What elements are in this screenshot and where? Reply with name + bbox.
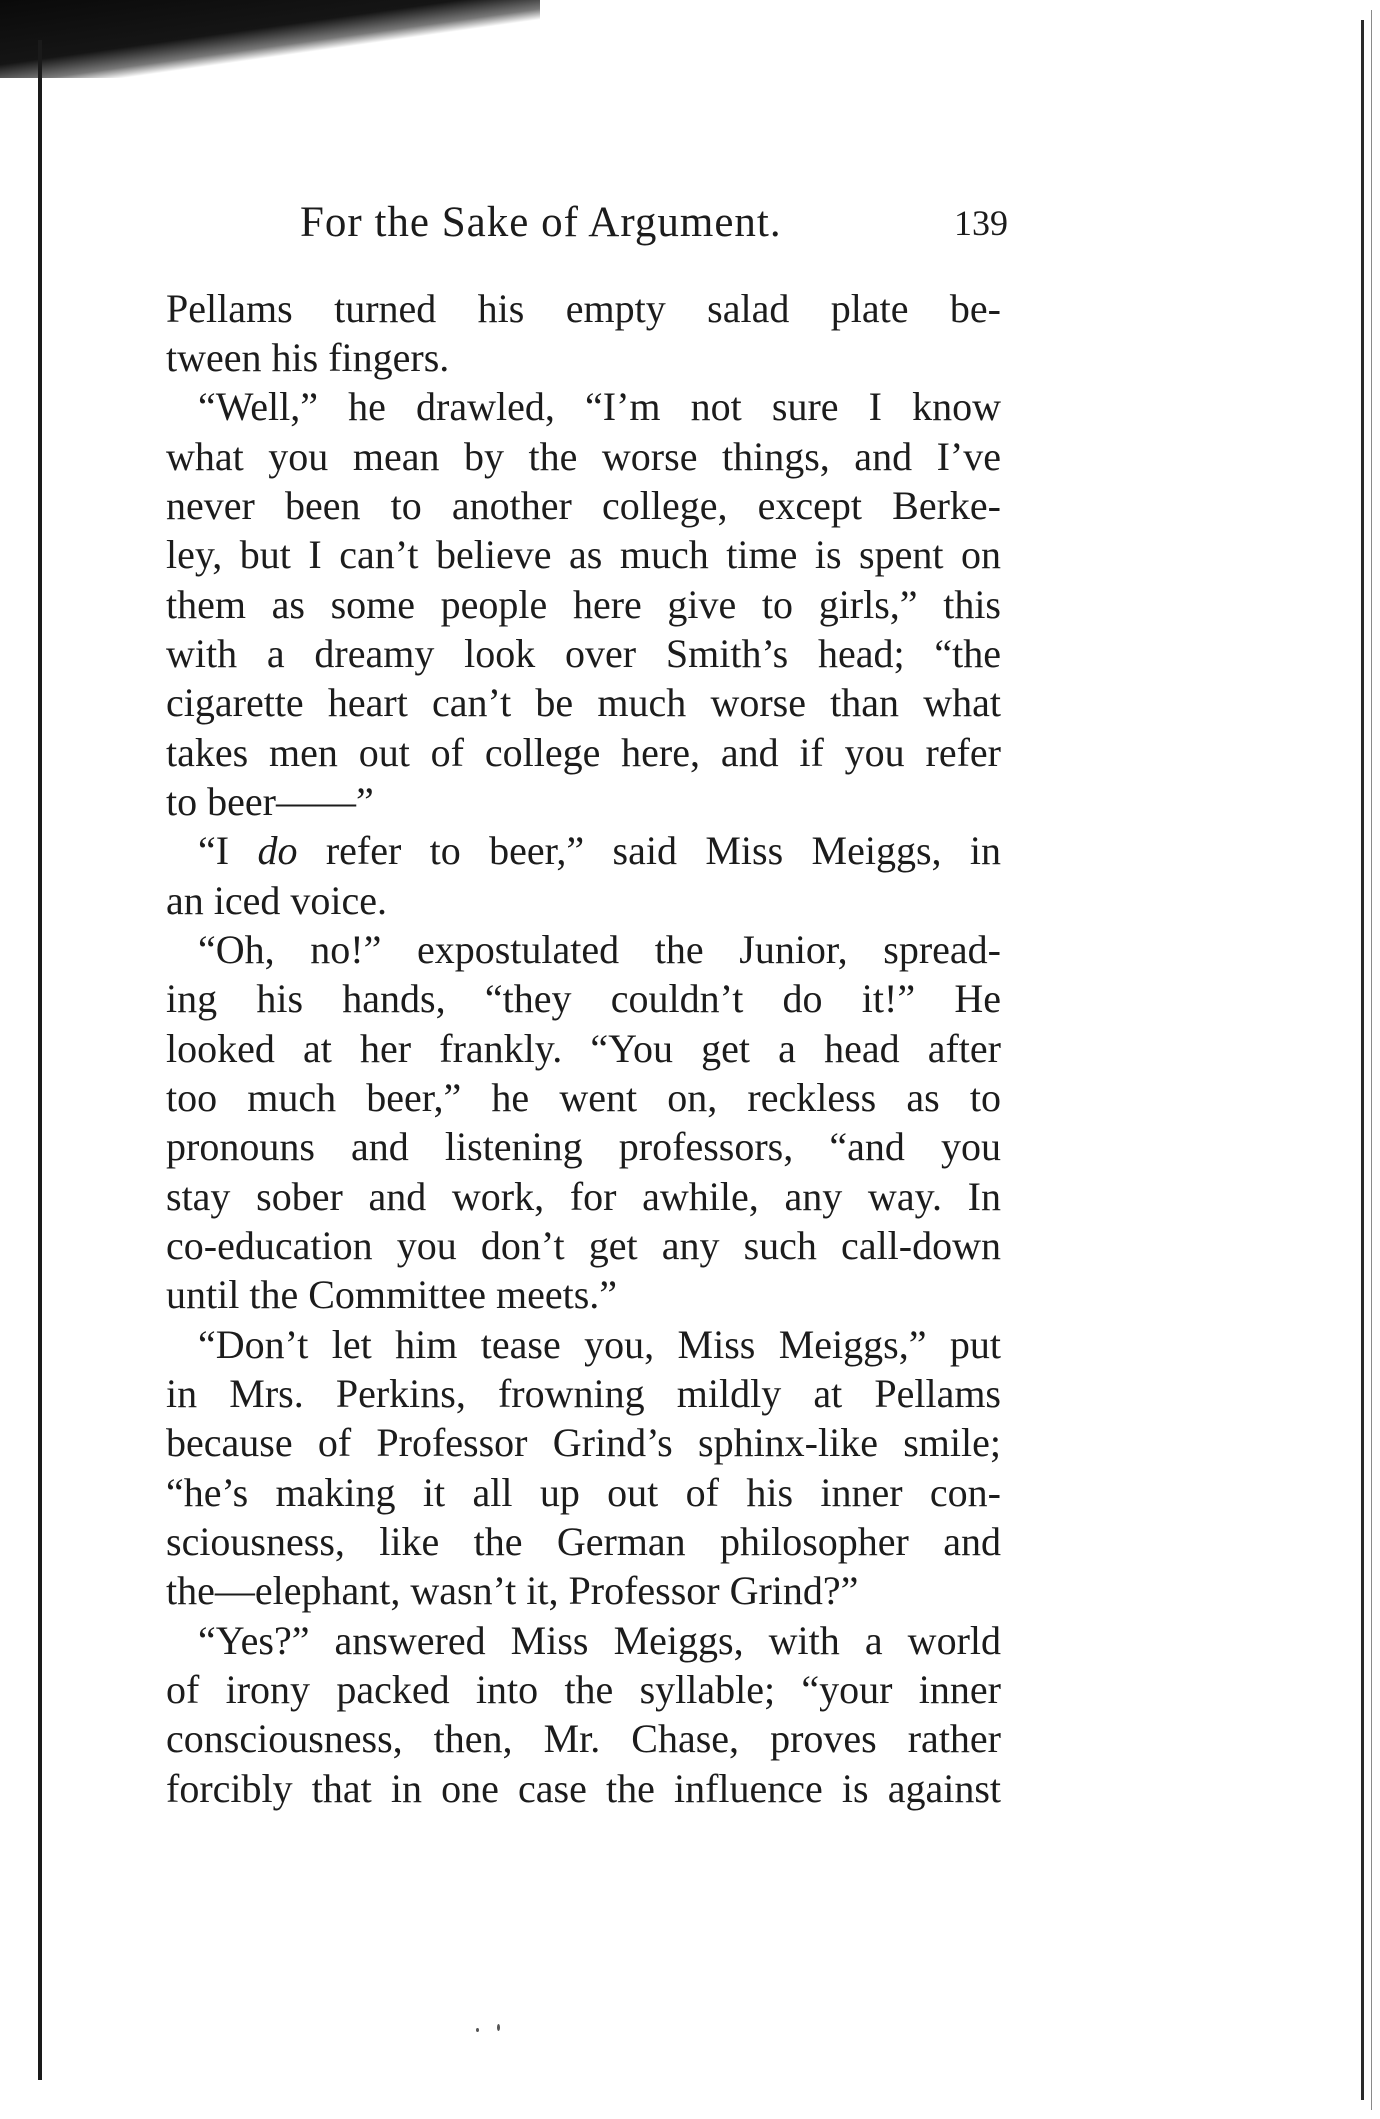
- text-line: “he’s making it all up out of his inner con-: [166, 1470, 1001, 1515]
- text-line: co-education you don’t get any such call-down: [166, 1223, 1001, 1268]
- text-line: sciousness, like the German philosopher and: [166, 1519, 1001, 1564]
- scan-speck: [497, 2024, 500, 2031]
- text-line: what you mean by the worse things, and I’ve: [166, 434, 1001, 479]
- text-line: because of Professor Grind’s sphinx-like smile;: [166, 1420, 1001, 1465]
- text-line: ley, but I can’t believe as much time is spent on: [166, 532, 1001, 577]
- text-line: forcibly that in one case the influence is against: [166, 1766, 1001, 1811]
- text-line: “I do refer to beer,” said Miss Meiggs, in: [198, 828, 1001, 873]
- scan-shadow-top: [0, 0, 540, 78]
- text-line: too much beer,” he went on, reckless as to: [166, 1075, 1001, 1120]
- text-line: pronouns and listening professors, “and you: [166, 1124, 1001, 1169]
- scan-speck: [476, 2028, 479, 2032]
- text-line: to beer——”: [166, 779, 374, 824]
- text-line: “Yes?” answered Miss Meiggs, with a world: [198, 1618, 1001, 1663]
- text-line: ing his hands, “they couldn’t do it!” He: [166, 976, 1001, 1021]
- text-line: takes men out of college here, and if you refer: [166, 730, 1001, 775]
- text-line: Pellams turned his empty salad plate be-: [166, 286, 1001, 331]
- text-line: stay sober and work, for awhile, any way. In: [166, 1174, 1001, 1219]
- text-line: cigarette heart can’t be much worse than what: [166, 680, 1001, 725]
- text-line: in Mrs. Perkins, frowning mildly at Pellams: [166, 1371, 1001, 1416]
- scan-edge-right: [1361, 20, 1364, 2100]
- text-line: them as some people here give to girls,” this: [166, 582, 1001, 627]
- emphasis-do: do: [257, 828, 298, 873]
- text-line: an iced voice.: [166, 878, 387, 923]
- text-line: of irony packed into the syllable; “your inner: [166, 1667, 1001, 1712]
- page-number: 139: [954, 203, 1008, 243]
- running-title: For the Sake of Argument.: [300, 199, 782, 246]
- text-line: with a dreamy look over Smith’s head; “the: [166, 631, 1001, 676]
- text-line: tween his fingers.: [166, 335, 450, 380]
- text-line: consciousness, then, Mr. Chase, proves rather: [166, 1716, 1001, 1761]
- scan-edge-right-thin: [1371, 10, 1372, 2110]
- text-line: “Oh, no!” expostulated the Junior, spread-: [198, 927, 1001, 972]
- text-line: never been to another college, except Berke-: [166, 483, 1001, 528]
- text-line: until the Committee meets.”: [166, 1272, 618, 1317]
- scan-edge-left: [38, 40, 42, 2080]
- text-line: looked at her frankly. “You get a head after: [166, 1026, 1001, 1071]
- text-line: “Don’t let him tease you, Miss Meiggs,” put: [198, 1322, 1001, 1367]
- text-line: “Well,” he drawled, “I’m not sure I know: [198, 384, 1001, 429]
- text-line: the—elephant, wasn’t it, Professor Grind?”: [166, 1568, 859, 1613]
- running-head: [300, 198, 1008, 258]
